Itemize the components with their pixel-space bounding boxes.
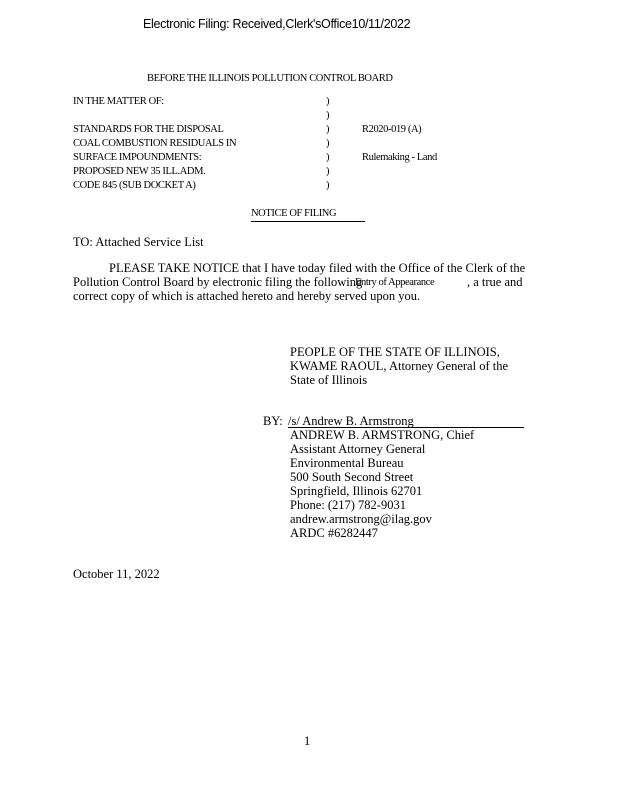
- efiling-stamp: Electronic Filing: Received,Clerk'sOffice10/11/2022: [143, 17, 411, 31]
- electronic-signature: /s/ Andrew B. Armstrong: [288, 414, 414, 428]
- signer-line: Assistant Attorney General: [290, 442, 426, 456]
- case-type: Rulemaking - Land: [362, 152, 437, 163]
- signer-line: ARDC #6282447: [290, 526, 378, 540]
- caption-paren: ): [326, 152, 330, 163]
- signer-line: Springfield, Illinois 62701: [290, 484, 423, 498]
- notice-paragraph-line3: correct copy of which is attached hereto and hereby served upon you.: [73, 289, 421, 303]
- notice-paragraph-line2-end: , a true and: [467, 275, 523, 289]
- notice-paragraph-line2-start: Pollution Control Board by electronic filing the following: [73, 275, 363, 289]
- signer-line: Phone: (217) 782-9031: [290, 498, 406, 512]
- caption-line: SURFACE IMPOUNDMENTS:: [73, 152, 202, 163]
- signer-line: andrew.armstrong@ilag.gov: [290, 512, 432, 526]
- caption-paren: ): [326, 180, 330, 191]
- caption-line: CODE 845 (SUB DOCKET A): [73, 180, 196, 191]
- by-label: BY:: [263, 414, 283, 428]
- case-number: R2020-019 (A): [362, 124, 422, 135]
- signer-line: 500 South Second Street: [290, 470, 414, 484]
- signer-line: ANDREW B. ARMSTRONG, Chief: [290, 428, 475, 442]
- caption-paren: ): [326, 110, 330, 121]
- page-number: 1: [304, 734, 311, 748]
- notice-title: NOTICE OF FILING: [251, 208, 337, 219]
- signer-line: Environmental Bureau: [290, 456, 404, 470]
- to-line: TO: Attached Service List: [73, 235, 204, 249]
- filing-date: October 11, 2022: [73, 567, 160, 581]
- board-heading: BEFORE THE ILLINOIS POLLUTION CONTROL BOARD: [147, 73, 393, 84]
- caption-line: STANDARDS FOR THE DISPOSAL: [73, 124, 224, 135]
- caption-paren: ): [326, 124, 330, 135]
- caption-paren: ): [326, 96, 330, 107]
- party-line: State of Illinois: [290, 373, 368, 387]
- filed-document-title: Entry of Appearance: [355, 277, 435, 288]
- caption-paren: ): [326, 166, 330, 177]
- notice-title-underline: [251, 221, 365, 222]
- caption-line: IN THE MATTER OF:: [73, 96, 164, 107]
- party-line: KWAME RAOUL, Attorney General of the: [290, 359, 509, 373]
- caption-line: PROPOSED NEW 35 ILL.ADM.: [73, 166, 206, 177]
- party-line: PEOPLE OF THE STATE OF ILLINOIS,: [290, 345, 500, 359]
- notice-paragraph-line1: PLEASE TAKE NOTICE that I have today filed with the Office of the Clerk of the: [109, 261, 526, 275]
- caption-paren: ): [326, 138, 330, 149]
- caption-line: COAL COMBUSTION RESIDUALS IN: [73, 138, 237, 149]
